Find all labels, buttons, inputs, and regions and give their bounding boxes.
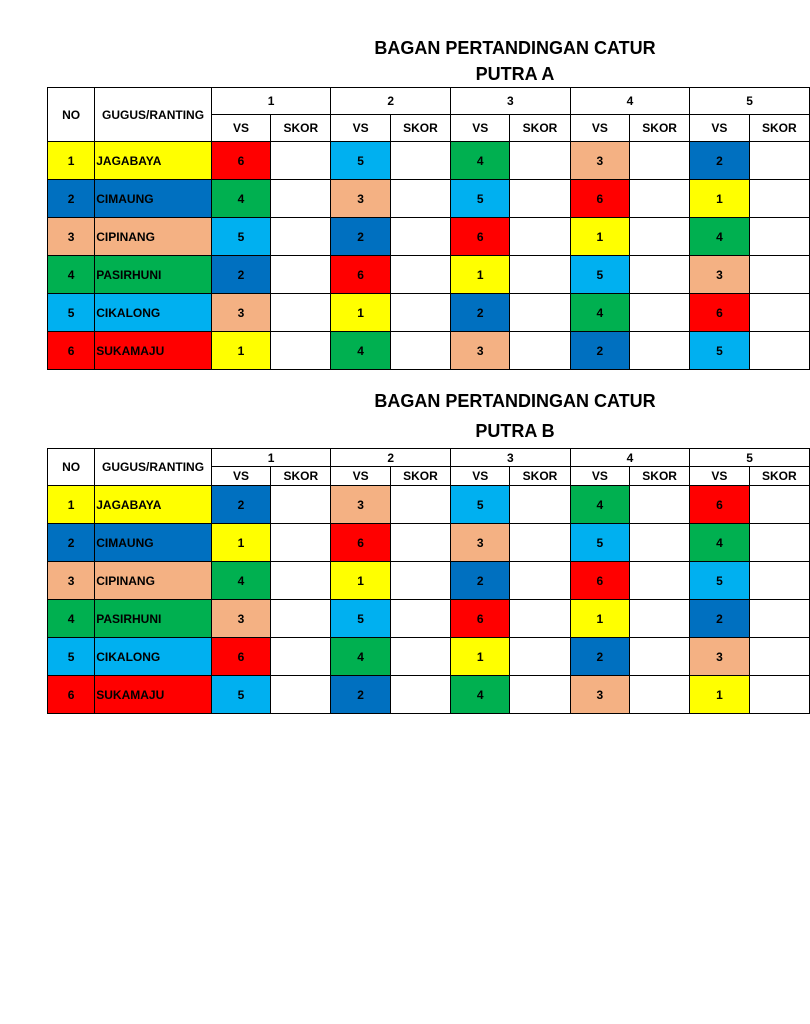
team-number: 4 xyxy=(48,600,95,638)
score-cell[interactable] xyxy=(390,332,450,370)
team-name: PASIRHUNI xyxy=(95,600,212,638)
vs-cell: 6 xyxy=(211,142,270,180)
header-skor: SKOR xyxy=(510,467,570,486)
vs-cell: 6 xyxy=(570,562,629,600)
header-vs: VS xyxy=(690,467,749,486)
header-skor: SKOR xyxy=(390,115,450,142)
table-row xyxy=(48,676,810,714)
table-row xyxy=(48,142,810,180)
team-number: 3 xyxy=(48,562,95,600)
vs-cell: 5 xyxy=(331,600,390,638)
vs-cell: 1 xyxy=(211,332,270,370)
score-cell[interactable] xyxy=(629,638,689,676)
vs-cell: 5 xyxy=(690,562,749,600)
vs-cell: 4 xyxy=(690,218,749,256)
score-cell[interactable] xyxy=(390,294,450,332)
header-skor: SKOR xyxy=(271,115,331,142)
header-round: 5 xyxy=(690,449,810,467)
vs-cell: 4 xyxy=(690,524,749,562)
vs-cell: 6 xyxy=(570,180,629,218)
header-skor: SKOR xyxy=(510,115,570,142)
team-name: SUKAMAJU xyxy=(95,676,212,714)
score-cell[interactable] xyxy=(271,524,331,562)
vs-cell: 4 xyxy=(211,562,270,600)
header-round: 1 xyxy=(211,88,331,115)
vs-cell: 5 xyxy=(211,218,270,256)
vs-cell: 6 xyxy=(451,218,510,256)
header-vs: VS xyxy=(331,115,390,142)
score-cell[interactable] xyxy=(749,638,809,676)
team-number: 2 xyxy=(48,180,95,218)
team-number: 4 xyxy=(48,256,95,294)
header-round: 2 xyxy=(331,88,451,115)
score-cell[interactable] xyxy=(629,524,689,562)
score-cell[interactable] xyxy=(749,524,809,562)
table-row xyxy=(48,180,810,218)
vs-cell: 1 xyxy=(451,638,510,676)
score-cell[interactable] xyxy=(629,142,689,180)
vs-cell: 6 xyxy=(451,600,510,638)
score-cell[interactable] xyxy=(390,142,450,180)
header-round: 3 xyxy=(451,449,571,467)
team-number: 6 xyxy=(48,676,95,714)
score-cell[interactable] xyxy=(390,676,450,714)
score-cell[interactable] xyxy=(510,562,570,600)
vs-cell: 5 xyxy=(570,524,629,562)
team-name: CIPINANG xyxy=(95,562,212,600)
vs-cell: 5 xyxy=(331,142,390,180)
vs-cell: 2 xyxy=(570,332,629,370)
vs-cell: 1 xyxy=(690,676,749,714)
score-cell[interactable] xyxy=(271,638,331,676)
header-round: 4 xyxy=(570,88,690,115)
team-number: 2 xyxy=(48,524,95,562)
header-vs: VS xyxy=(570,115,629,142)
header-vs: VS xyxy=(570,467,629,486)
header-no: NO xyxy=(48,88,95,142)
header-vs: VS xyxy=(211,467,270,486)
header-vs: VS xyxy=(690,115,749,142)
vs-cell: 4 xyxy=(451,676,510,714)
team-name: SUKAMAJU xyxy=(95,332,212,370)
vs-cell: 5 xyxy=(570,256,629,294)
vs-cell: 1 xyxy=(570,600,629,638)
section-b-table xyxy=(47,448,810,714)
vs-cell: 1 xyxy=(451,256,510,294)
team-number: 3 xyxy=(48,218,95,256)
vs-cell: 2 xyxy=(331,218,390,256)
vs-cell: 2 xyxy=(331,676,390,714)
score-cell[interactable] xyxy=(749,600,809,638)
section-b-title-line1: BAGAN PERTANDINGAN CATUR xyxy=(374,391,656,411)
table-row xyxy=(48,600,810,638)
team-name: CIMAUNG xyxy=(95,180,212,218)
header-round: 5 xyxy=(690,88,810,115)
score-cell[interactable] xyxy=(390,486,450,524)
score-cell[interactable] xyxy=(510,676,570,714)
score-cell[interactable] xyxy=(390,638,450,676)
header-skor: SKOR xyxy=(629,115,689,142)
score-cell[interactable] xyxy=(749,294,809,332)
vs-cell: 5 xyxy=(690,332,749,370)
vs-cell: 4 xyxy=(331,638,390,676)
score-cell[interactable] xyxy=(629,180,689,218)
vs-cell: 3 xyxy=(570,142,629,180)
vs-cell: 6 xyxy=(690,486,749,524)
header-skor: SKOR xyxy=(390,467,450,486)
score-cell[interactable] xyxy=(749,562,809,600)
header-skor: SKOR xyxy=(271,467,331,486)
score-cell[interactable] xyxy=(271,180,331,218)
header-round: 2 xyxy=(331,449,451,467)
vs-cell: 1 xyxy=(690,180,749,218)
score-cell[interactable] xyxy=(629,486,689,524)
vs-cell: 2 xyxy=(570,638,629,676)
score-cell[interactable] xyxy=(749,256,809,294)
vs-cell: 3 xyxy=(451,524,510,562)
score-cell[interactable] xyxy=(390,256,450,294)
score-cell[interactable] xyxy=(271,294,331,332)
table-row xyxy=(48,524,810,562)
team-name: CIPINANG xyxy=(95,218,212,256)
vs-cell: 2 xyxy=(690,600,749,638)
header-skor: SKOR xyxy=(629,467,689,486)
score-cell[interactable] xyxy=(271,256,331,294)
score-cell[interactable] xyxy=(510,600,570,638)
vs-cell: 2 xyxy=(211,486,270,524)
vs-cell: 6 xyxy=(211,638,270,676)
score-cell[interactable] xyxy=(510,256,570,294)
vs-cell: 2 xyxy=(690,142,749,180)
score-cell[interactable] xyxy=(390,600,450,638)
score-cell[interactable] xyxy=(271,562,331,600)
vs-cell: 4 xyxy=(570,486,629,524)
score-cell[interactable] xyxy=(510,294,570,332)
score-cell[interactable] xyxy=(510,142,570,180)
score-cell[interactable] xyxy=(510,218,570,256)
score-cell[interactable] xyxy=(510,180,570,218)
header-round: 4 xyxy=(570,449,690,467)
header-name: GUGUS/RANTING xyxy=(95,449,212,486)
section-b-title-line2: PUTRA B xyxy=(475,421,555,441)
header-no: NO xyxy=(48,449,95,486)
vs-cell: 4 xyxy=(570,294,629,332)
score-cell[interactable] xyxy=(629,600,689,638)
vs-cell: 3 xyxy=(331,486,390,524)
header-vs: VS xyxy=(451,115,510,142)
score-cell[interactable] xyxy=(390,180,450,218)
header-round-row xyxy=(48,88,810,115)
team-name: JAGABAYA xyxy=(95,142,212,180)
score-cell[interactable] xyxy=(510,524,570,562)
vs-cell: 5 xyxy=(211,676,270,714)
header-name: GUGUS/RANTING xyxy=(95,88,212,142)
table-row xyxy=(48,486,810,524)
team-number: 1 xyxy=(48,142,95,180)
score-cell[interactable] xyxy=(629,294,689,332)
vs-cell: 3 xyxy=(570,676,629,714)
score-cell[interactable] xyxy=(629,676,689,714)
header-round: 3 xyxy=(451,88,571,115)
score-cell[interactable] xyxy=(390,218,450,256)
team-name: CIKALONG xyxy=(95,294,212,332)
team-name: JAGABAYA xyxy=(95,486,212,524)
score-cell[interactable] xyxy=(749,142,809,180)
score-cell[interactable] xyxy=(271,486,331,524)
vs-cell: 6 xyxy=(690,294,749,332)
vs-cell: 2 xyxy=(451,562,510,600)
team-number: 5 xyxy=(48,294,95,332)
score-cell[interactable] xyxy=(271,218,331,256)
score-cell[interactable] xyxy=(749,180,809,218)
table-row xyxy=(48,638,810,676)
score-cell[interactable] xyxy=(271,600,331,638)
vs-cell: 1 xyxy=(570,218,629,256)
team-number: 1 xyxy=(48,486,95,524)
score-cell[interactable] xyxy=(749,486,809,524)
score-cell[interactable] xyxy=(390,562,450,600)
table-row xyxy=(48,256,810,294)
score-cell[interactable] xyxy=(629,332,689,370)
score-cell[interactable] xyxy=(510,638,570,676)
team-name: PASIRHUNI xyxy=(95,256,212,294)
vs-cell: 2 xyxy=(211,256,270,294)
vs-cell: 3 xyxy=(690,638,749,676)
table-row xyxy=(48,562,810,600)
section-b-table-wrapper xyxy=(47,448,797,714)
vs-cell: 1 xyxy=(331,562,390,600)
score-cell[interactable] xyxy=(629,256,689,294)
table-row xyxy=(48,332,810,370)
section-a-title-line2: PUTRA A xyxy=(475,64,555,84)
table-row xyxy=(48,218,810,256)
score-cell[interactable] xyxy=(390,524,450,562)
score-cell[interactable] xyxy=(749,332,809,370)
team-number: 5 xyxy=(48,638,95,676)
vs-cell: 2 xyxy=(451,294,510,332)
header-vs: VS xyxy=(331,467,390,486)
vs-cell: 3 xyxy=(211,294,270,332)
vs-cell: 3 xyxy=(690,256,749,294)
vs-cell: 3 xyxy=(451,332,510,370)
table-row xyxy=(48,294,810,332)
score-cell[interactable] xyxy=(749,218,809,256)
team-number: 6 xyxy=(48,332,95,370)
vs-cell: 5 xyxy=(451,180,510,218)
vs-cell: 5 xyxy=(451,486,510,524)
score-cell[interactable] xyxy=(271,676,331,714)
header-vs: VS xyxy=(211,115,270,142)
team-name: CIKALONG xyxy=(95,638,212,676)
score-cell[interactable] xyxy=(629,562,689,600)
vs-cell: 3 xyxy=(211,600,270,638)
score-cell[interactable] xyxy=(510,332,570,370)
vs-cell: 3 xyxy=(331,180,390,218)
header-skor: SKOR xyxy=(749,115,809,142)
header-skor: SKOR xyxy=(749,467,809,486)
vs-cell: 1 xyxy=(331,294,390,332)
score-cell[interactable] xyxy=(629,218,689,256)
vs-cell: 6 xyxy=(331,524,390,562)
header-vs: VS xyxy=(451,467,510,486)
section-a-title-line1: BAGAN PERTANDINGAN CATUR xyxy=(374,38,656,58)
score-cell[interactable] xyxy=(271,332,331,370)
section-a-table-wrapper xyxy=(47,87,797,370)
vs-cell: 1 xyxy=(211,524,270,562)
section-a-table xyxy=(47,87,810,370)
score-cell[interactable] xyxy=(510,486,570,524)
vs-cell: 4 xyxy=(451,142,510,180)
header-round: 1 xyxy=(211,449,331,467)
vs-cell: 6 xyxy=(331,256,390,294)
header-round-row xyxy=(48,449,810,467)
score-cell[interactable] xyxy=(749,676,809,714)
team-name: CIMAUNG xyxy=(95,524,212,562)
score-cell[interactable] xyxy=(271,142,331,180)
vs-cell: 4 xyxy=(211,180,270,218)
vs-cell: 4 xyxy=(331,332,390,370)
